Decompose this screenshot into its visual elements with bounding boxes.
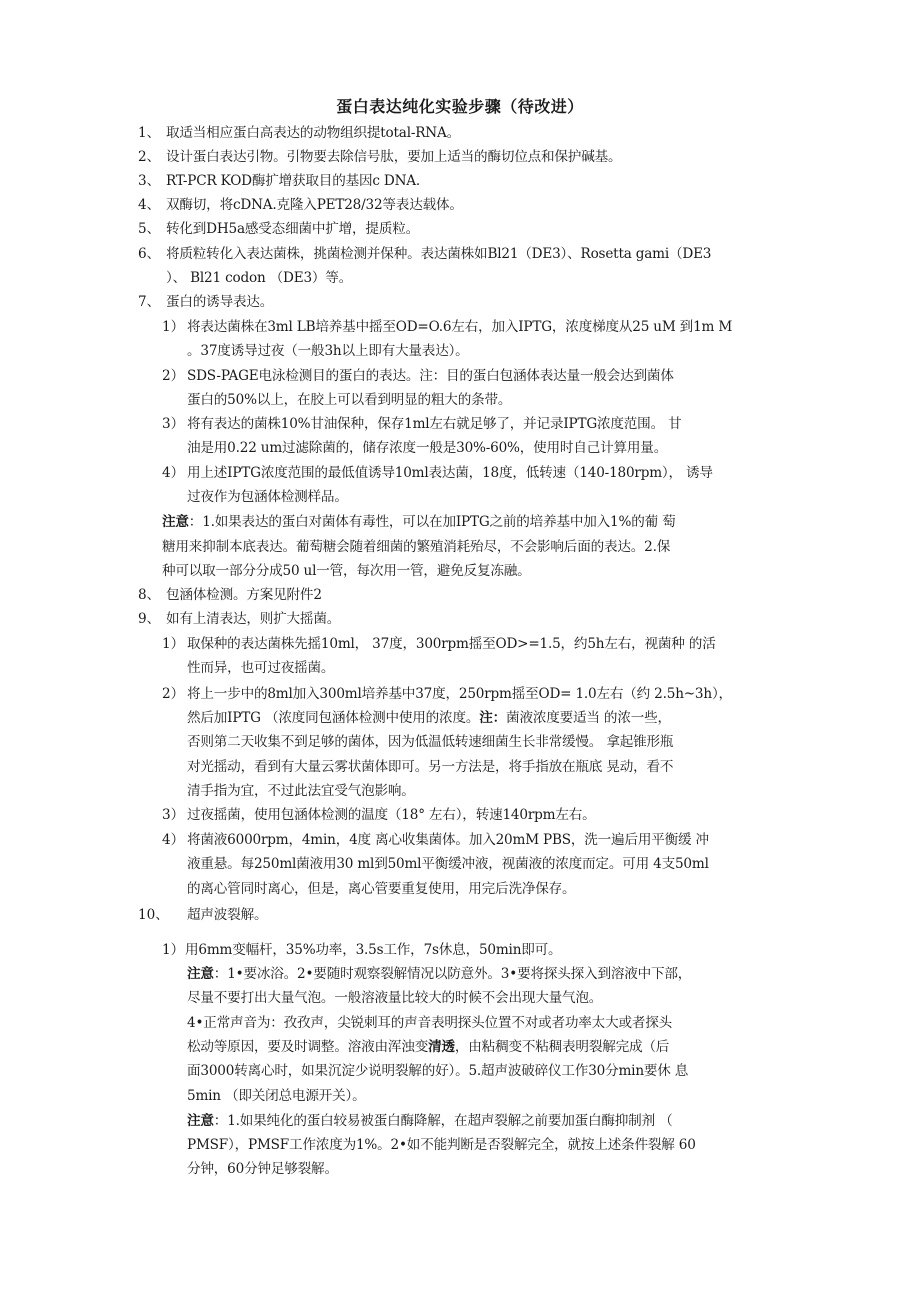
step-6-text-line2: ）、 Bl21 codon （DE3）等。 (166, 270, 353, 286)
substep-9-3-line1: 过夜摇菌，使用包涵体检测的温度（18° 左右），转速140rpm左右。 (187, 807, 596, 823)
step-10-text: 超声波裂解。 (187, 907, 268, 923)
note-7-line1: 注意：1.如果表达的蛋白对菌体有毒性，可以在加IPTG之前的培养基中加入1%的葡 萄 (162, 514, 676, 530)
substep-9-2-line4: 对光摇动，看到有大量云雾状菌体即可。另一方法是，将手指放在瓶底 晃动，看不 (187, 759, 674, 775)
substep-9-4-line1: 将菌液6000rpm，4min，4度 离心收集菌体。加入20mM PBS，洗一遍后用平衡缓 冲 (187, 832, 709, 848)
substep-7-1-line2: 。37度诱导过夜（一般3h以上即有大量表达）。 (187, 343, 469, 359)
note-label: 注意 (187, 966, 214, 982)
note-10a-line5: 面3000转离心时，如果沉淀少说明裂解的好）。5.超声波破碎仪工作30分min要休 息 (187, 1063, 689, 1079)
step-number: 3、 (138, 173, 161, 189)
step-number: 7、 (138, 294, 161, 310)
substep-9-2-line5: 清手指为宜，不过此法宜受气泡影响。 (187, 783, 415, 799)
note-label: 注意 (162, 514, 189, 530)
step-number: 4、 (138, 197, 161, 213)
step-2-text: 设计蛋白表达引物。引物要去除信号肽，要加上适当的酶切位点和保护碱基。 (166, 149, 622, 165)
substep-7-2-line1: SDS-PAGE电泳检测目的蛋白的表达。注：目的蛋白包涵体表达量一般会达到菌体 (187, 368, 674, 384)
substep-9-1-line2: 性而异，也可过夜摇菌。 (187, 660, 335, 676)
note-10b-line2: PMSF），PMSF工作浓度为1%。2•如不能判断是否裂解完全，就按上述条件裂解 60 (187, 1137, 696, 1153)
substep-7-1-line1: 将表达菌株在3ml LB培养基中摇至OD=O.6左右，加入IPTG，浓度梯度从25 uM 到1m M (187, 319, 733, 335)
substep-number: 2） (162, 686, 185, 702)
step-number: 5、 (138, 221, 161, 237)
step-3-text: RT-PCR KOD酶扩增获取目的基因c DNA. (166, 173, 421, 189)
substep-7-4-line1: 用上述IPTG浓度范围的最低值诱导10ml表达菌，18度，低转速（140-180rpm）， 诱导 (187, 465, 713, 481)
substep-number: 1） (162, 636, 185, 652)
step-number: 8、 (138, 587, 161, 603)
note-10a-line2: 尽量不要打出大量气泡。一般溶液量比较大的时候不会出现大量气泡。 (187, 990, 603, 1006)
step-4-text: 双酶切，将cDNA.克隆入PET28/32等表达载体。 (166, 197, 463, 213)
substep-7-2-line2: 蛋白的50%以上，在胶上可以看到明显的粗大的条带。 (187, 392, 512, 408)
step-8-text: 包涵体检测。方案见附件2 (166, 587, 322, 603)
step-number: 1、 (138, 125, 161, 141)
substep-9-2-line1: 将上一步中的8ml加入300ml培养基中37度，250rpm摇至OD= 1.0左右（约 2.5h~3h）， (187, 686, 732, 702)
note-10a-line4: 松动等原因，要及时调整。溶液由浑浊变清透，由粘稠变不粘稠表明裂解完成（后 (187, 1039, 670, 1055)
substep-number: 4） (162, 465, 185, 481)
step-1-text: 取适当相应蛋白高表达的动物组织提total-RNA。 (166, 125, 460, 141)
substep-9-4-line2: 液重悬。每250ml菌液用30 ml到50ml平衡缓冲液，视菌液的浓度而定。可用 4支50ml (187, 856, 709, 872)
step-6-text-line1: 将质粒转化入表达菌株，挑菌检测并保种。表达菌株如Bl21（DE3）、Rosetta gami（DE3 (166, 246, 712, 262)
substep-7-4-line2: 过夜作为包涵体检测样品。 (187, 489, 348, 505)
substep-number: 4） (162, 832, 185, 848)
note-7-line3: 种可以取一部分分成50 ul一管，每次用一管，避免反复冻融。 (162, 563, 531, 579)
substep-9-2-line3: 否则第二天收集不到足够的菌体，因为低温低转速细菌生长非常缓慢。 拿起锥形瓶 (187, 734, 674, 750)
substep-7-3-line2: 油是用0.22 um过滤除菌的，储存浓度一般是30%-60%，使用时自己计算用量。 (187, 440, 668, 456)
substep-number: 2） (162, 368, 185, 384)
emphasis-text: 清透 (428, 1039, 455, 1055)
step-number: 2、 (138, 149, 161, 165)
note-7-line2: 糖用来抑制本底表达。葡萄糖会随着细菌的繁殖消耗殆尽，不会影响后面的表达。2.保 (162, 539, 671, 555)
substep-7-3-line1: 将有表达的菌株10%甘油保种，保存1ml左右就足够了，并记录IPTG浓度范围。 甘 (187, 416, 682, 432)
note-10b-line1: 注意：1.如果纯化的蛋白较易被蛋白酶降解，在超声裂解之前要加蛋白酶抑制剂 （ (187, 1113, 673, 1129)
note-10a-line6: 5min （即关闭总电源开关）。 (187, 1088, 366, 1104)
note-label: 注： (479, 710, 507, 726)
substep-9-1-line1: 取保种的表达菌株先摇10ml， 37度，300rpm摇至OD>=1.5，约5h左右，视菌种 的活 (187, 636, 716, 652)
substep-9-4-line3: 的离心管同时离心，但是，离心管要重复使用，用完后洗净保存。 (187, 881, 576, 897)
note-10b-line3: 分钟，60分钟足够裂解。 (187, 1161, 338, 1177)
substep-9-2-line2: 然后加IPTG （浓度同包涵体检测中使用的浓度。注：菌液浓度要适当 的浓一些， (187, 710, 671, 726)
step-5-text: 转化到DH5a感受态细菌中扩增，提质粒。 (166, 221, 420, 237)
step-number: 6、 (138, 246, 161, 262)
substep-number: 1） (162, 942, 185, 958)
substep-number: 3） (162, 807, 185, 823)
substep-number: 1） (162, 319, 185, 335)
note-label: 注意 (187, 1113, 214, 1129)
note-10a-line1: 注意：1•要冰浴。2•要随时观察裂解情况以防意外。3•要将探头探入到溶液中下部， (187, 966, 692, 982)
note-10a-line3: 4•正常声音为：孜孜声，尖锐刺耳的声音表明探头位置不对或者功率太大或者探头 (187, 1015, 673, 1031)
step-number: 9、 (138, 611, 161, 627)
document-title: 蛋白表达纯化实验步骤（待改进） (336, 97, 584, 116)
step-7-text: 蛋白的诱导表达。 (166, 294, 274, 310)
step-9-text: 如有上清表达，则扩大摇菌。 (166, 611, 341, 627)
substep-number: 3） (162, 416, 185, 432)
substep-10-1-line1: 用6mm变幅杆，35%功率，3.5s工作，7s休息，50min即可。 (185, 942, 562, 958)
step-number: 10、 (138, 907, 169, 923)
